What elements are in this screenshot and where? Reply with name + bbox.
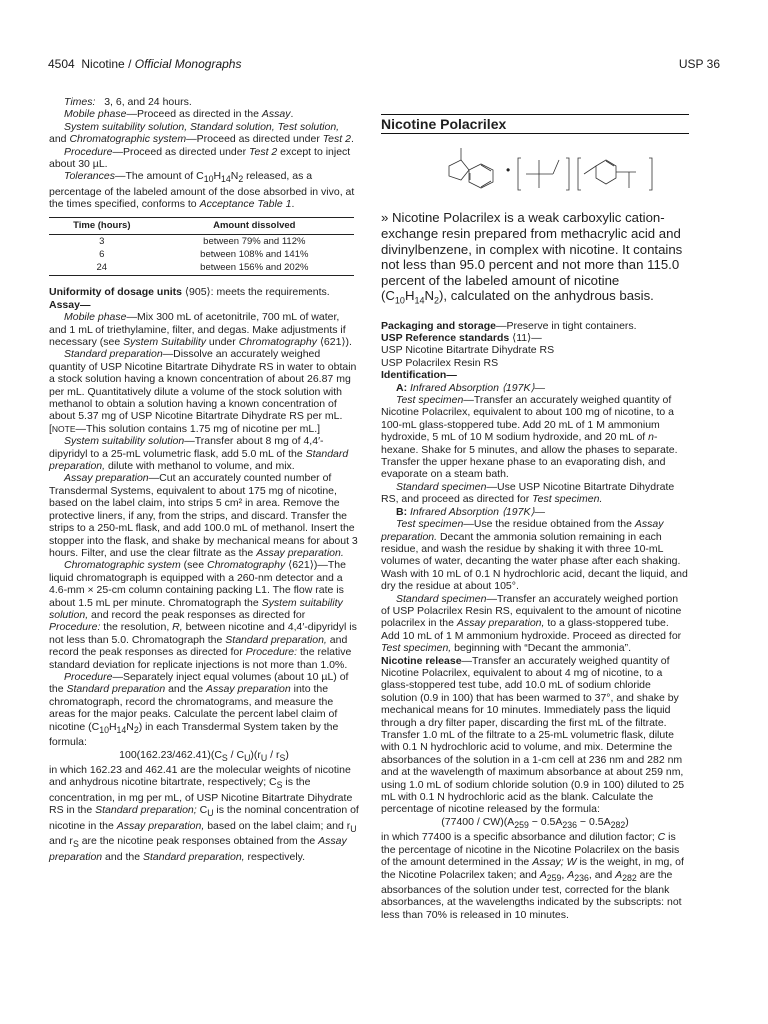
running-title-italic: Official Monographs <box>134 57 242 71</box>
standard-specimen-a: Standard specimen—Use USP Nicotine Bitartrate Dihydrate RS, and proceed as directed for Test specimen. <box>381 480 675 506</box>
left-column <box>49 96 359 863</box>
packaging-storage: Packaging and storage—Preserve in tight containers. <box>381 319 637 332</box>
table-cell: 3 <box>99 235 105 247</box>
table-row <box>49 235 354 249</box>
table-header-time: Time (hours) <box>49 217 155 234</box>
monograph-definition: » Nicotine Polacrilex is a weak carboxylic cation-exchange resin prepared from methacrylic acid and divinylbenzene, in complex with nicotine. It contains not less than 95.0 percent and not more than 115.0 percent of the labeled amount of nicotine $(C_{10}H_{14}N_2)$, calculated on the anhydrous basis. <box>381 210 683 307</box>
monograph-title: Nicotine Polacrilex <box>381 114 689 134</box>
reference-standards: USP Reference standards ⟨11⟩— <box>381 332 542 345</box>
acceptance-table <box>49 217 354 277</box>
test-specimen-a: Test specimen—Transfer an accurately weighed quantity of Nicotine Polacrilex, equivalent to about 100 mg of nicotine, to a 100-mL glass-stoppered tube. Add 20 mL of 1 M ammonium hydroxide, 5 mL of 10 M sodium hydroxide, and 20 mL of n-hexane. Shake for 5 minutes, and allow the phases to separate. Transfer the upper hexane phase to an evaporating dish, and evaporate on a steam bath. <box>381 394 678 481</box>
table-cell: 6 <box>99 249 105 261</box>
formula-explanation: in which 162.23 and 462.41 are the molecular weights of nicotine and anhydrous nicotine bitartrate, respectively; $C_S$ is the concentration, in mg per mL, of USP Nicotine Bitartrate Dihydrate RS in the Standard preparation; $C_U$ is the nominal concentration of nicotine in the Assay preparation, based on the label claim; and $r_U$ and $r_S$ are the nicotine peak responses obtained from the Assay preparation and the Standard preparation, respectively. <box>49 764 359 863</box>
ident-b-heading: B: Infrared Absorption ⟨197K⟩— <box>396 505 546 518</box>
chemical-structure <box>381 138 689 204</box>
page-number: 4504 <box>48 57 75 71</box>
ident-a-heading: A: Infrared Absorption ⟨197K⟩— <box>396 381 546 394</box>
chromatographic-system: Chromatographic system (see Chromatography ⟨621⟩)—The liquid chromatograph is equipped with a 260-nm detector and a 4.6-mm × 25-cm column containing packing L1. The flow rate is about 1.5 mL per minute. Chromatograph the System suitability solution, and record the peak responses as directed for Procedure: the resolution, R, between nicotine and 4,4′-dipyridyl is not less than 5.0. Chromatograph the Standard preparation, and record the peak responses as directed for Procedure: the relative standard deviation for replicate injections is not more than 1.0%. <box>49 559 357 671</box>
release-formula: $(77400 / CW)(A_{259} - 0.5A_{236} - 0.5A_{282})$ <box>441 815 629 830</box>
standard-preparation: Standard preparation—Dissolve an accurately weighed quantity of USP Nicotine Bitartrate Dihydrate RS in water to obtain a stock solution having a known concentration of about 26.87 mg per mL. Quantitatively dilute a volume of the stock solution with methanol to obtain a solution having a known concentration of about 5.37 mg of USP Nicotine Bitartrate Dihydrate RS per mL. [NOTE—This solution contains 1.75 mg of nicotine per mL.] <box>49 348 357 435</box>
assay-preparation: Assay preparation—Cut an accurately counted number of Transdermal Systems, equivalent to about 175 mg of nicotine, based on the label claim, into strips 5 cm² in area. Remove the protective liners, if any, from the strips, and discard. Transfer the strips to a 250-mL flask, and add 100.0 mL of methanol. Insert the stopper into the flask, and shake by mechanical means for about 3 hours. Filter, and use the clear filtrate as the Assay preparation. <box>49 472 358 559</box>
structure-diagram <box>381 138 689 204</box>
reference-item: USP Polacrilex Resin RS <box>381 356 499 369</box>
table-row <box>49 262 354 276</box>
table-cell: between 79% and 112% <box>203 235 306 247</box>
table-cell: between 108% and 141% <box>200 249 309 261</box>
right-column <box>381 96 689 921</box>
table-row <box>49 249 354 262</box>
table-cell: between 156% and 202% <box>155 262 354 276</box>
tolerances-paragraph: Tolerances—The amount of $C_{10}H_{14}N_2$ released, as a percentage of the labeled amount of the dose absorbed in vivo, at the times specified, conforms to Acceptance Table 1. <box>49 170 355 211</box>
running-head <box>48 57 241 71</box>
test-specimen-b: Test specimen—Use the residue obtained from the Assay preparation. Decant the ammonia solution remaining in each residue, and wash the residue by shaking it with three 10-mL volumes of water, decanting the water phase after each shaking. Wash with 10 mL of 0.1 N hydrochloric acid, decant the liquid, and dry the residue at about 105°. <box>381 518 688 593</box>
mobile-phase-line: Mobile phase—Proceed as directed in the Assay. <box>64 108 294 121</box>
system-line: System suitability solution, Standard solution, Test solution, and Chromatographic system—Proceed as directed under Test 2. <box>49 120 354 146</box>
procedure-line: Procedure—Proceed as directed under Test 2 except to inject about 30 µL. <box>49 145 351 171</box>
times-line: Times: 3, 6, and 24 hours. <box>64 96 192 108</box>
uniformity-paragraph: Uniformity of dosage units ⟨905⟩: meets the requirements. <box>49 286 330 299</box>
running-title: Nicotine / <box>81 57 132 71</box>
page-header <box>48 54 720 74</box>
reference-item: USP Nicotine Bitartrate Dihydrate RS <box>381 344 555 357</box>
edition-label: USP 36 <box>678 57 720 71</box>
release-explanation: in which 77400 is a specific absorbance and dilution factor; C is the percentage of nicotine in the Nicotine Polacrilex on the basis of the amount determined in the Assay; W is the weight, in mg, of the Nicotine Polacrilex taken; and $A_{259}$, $A_{236}$, and $A_{282}$ are the absorbances of the solution under test, corrected for the blank absorbances, at the wavelengths indicated by the subscripts: not less than 70% is released in 10 minutes. <box>381 831 684 921</box>
standard-specimen-b: Standard specimen—Transfer an accurately weighed portion of USP Polacrilex Resin RS, equivalent to the amount of nicotine polacrilex in the Assay preparation, to a glass-stoppered tube. Add 10 mL of 1 M ammonium hydroxide. Proceed as directed for Test specimen, beginning with “Decant the ammonia”. <box>381 592 682 655</box>
assay-formula: $100(162.23/462.41)(C_S / C_U)(r_U / r_S)$ <box>119 748 289 763</box>
table-header-amount: Amount dissolved <box>155 217 354 234</box>
procedure-paragraph: Procedure—Separately inject equal volumes (about 10 µL) of the Standard preparation and the Assay preparation into the chromatograph, record the chromatograms, and measure the areas for the major peaks. Calculate the percent label claim of nicotine $(C_{10}H_{14}N_2)$ in each Transdermal System taken by the formula: <box>49 670 349 749</box>
table-header-row <box>49 217 354 234</box>
table-cell: 24 <box>49 262 155 276</box>
system-suitability-solution: System suitability solution—Transfer about 8 mg of 4,4′-dipyridyl to a 25-mL volumetric flask, add 5.0 mL of the Standard preparation, dilute with methanol to volume, and mix. <box>49 435 349 473</box>
identification-heading: Identification— <box>381 369 457 382</box>
assay-heading: Assay— <box>49 298 91 311</box>
nicotine-release: Nicotine release—Transfer an accurately weighed quantity of Nicotine Polacrilex, equivalent to about 4 mg of nicotine, to a glass-stoppered test tube, add 10.0 mL of sodium chloride solution (0.9 in 100) that has been warmed to 37°, and shake by mechanical means for 10 minutes. Immediately pass the liquid through a dry filter paper, discarding the first mL of the filtrate. Transfer 1.0 mL of the filtrate to a 25-mL volumetric flask, dilute with 0.1 N hydrochloric acid to volume, and mix. Determine the absorbances of the solution in a 1-cm cell at 236 nm and 282 nm and at the wavelength of maximum absorbance at about 259 nm, using 1.0 mL of sodium chloride solution (0.9 in 100) diluted to 25 mL with 0.1 N hydrochloric acid as the blank. Calculate the percentage of nicotine released by the formula: <box>381 654 685 816</box>
structure-dot: • <box>506 163 511 178</box>
assay-mobile-phase: Mobile phase—Mix 300 mL of acetonitrile, 700 mL of water, and 1 mL of triethylamine, filter, and degas. Make adjustments if necessary (see System Suitability under Chromatography ⟨621⟩). <box>49 311 352 348</box>
